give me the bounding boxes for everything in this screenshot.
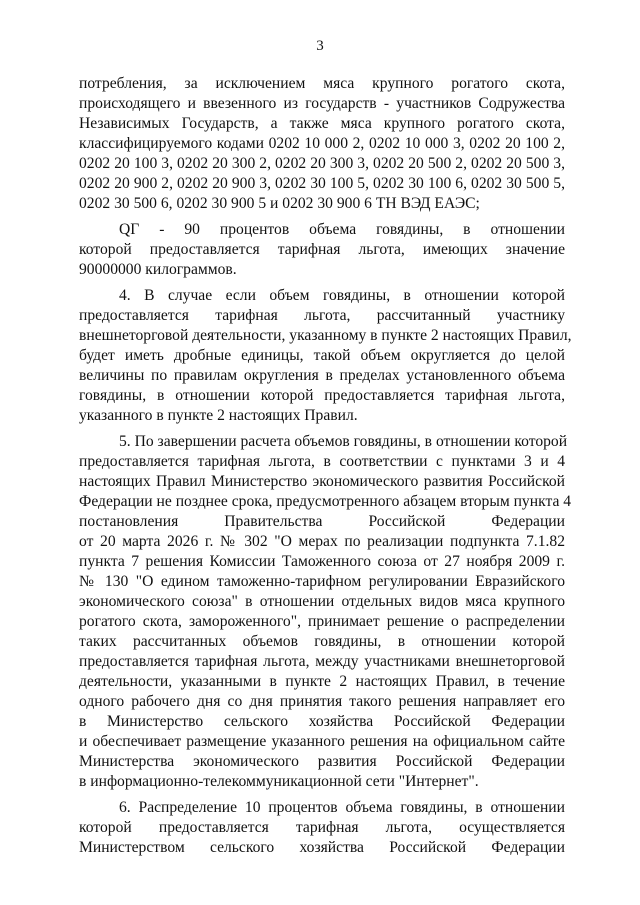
- text-line: постановления Правительства Российской Федерации: [79, 513, 565, 530]
- text-line: 6. Распределение 10 процентов объема говядины, в отношении: [119, 799, 565, 816]
- text-line: Федерации не позднее срока, предусмотренного абзацем вторым пункта 4: [79, 493, 572, 510]
- text-line: 4. В случае если объем говядины, в отношении которой: [119, 287, 565, 304]
- paragraph: [79, 74, 565, 214]
- text-line: которой предоставляется тарифная льгота, осуществляется: [79, 819, 565, 836]
- text-line: Министерством сельского хозяйства Российской Федерации: [79, 839, 565, 856]
- document-body: [79, 74, 572, 858]
- paragraph: [79, 432, 572, 792]
- paragraph: [79, 286, 572, 426]
- text-line: 5. По завершении расчета объемов говядины, в отношении которой: [119, 433, 568, 450]
- paragraph: [79, 798, 565, 858]
- text-line: происходящего и ввезенного из государств - участников Содружества: [79, 95, 565, 112]
- text-line: одного рабочего дня со дня принятия такого решения направляет его: [79, 693, 565, 710]
- text-line: будет иметь дробные единицы, такой объем округляется до целой: [79, 347, 565, 364]
- text-line: рогатого скота, замороженного", принимает решение о распределении: [79, 613, 565, 630]
- text-line: внешнеторговой деятельности, указанному в пункте 2 настоящих Правил,: [79, 327, 572, 344]
- text-line: экономического союза" в отношении отдельных видов мяса крупного: [79, 593, 565, 610]
- text-line: деятельности, указанными в пункте 2 настоящих Правил, в течение: [79, 673, 565, 690]
- text-line: таких рассчитанных объемов говядины, в отношении которой: [79, 633, 565, 650]
- text-line: предоставляется тарифная льгота, между участниками внешнеторговой: [79, 653, 565, 670]
- paragraph: [79, 220, 565, 280]
- text-line: которой предоставляется тарифная льгота, имеющих значение: [79, 241, 565, 258]
- text-line: классифицируемого кодами 0202 10 000 2, 0202 10 000 3, 0202 20 100 2,: [79, 135, 565, 152]
- text-line: пункта 7 решения Комиссии Таможенного союза от 27 ноября 2009 г.: [79, 553, 565, 570]
- text-line: от 20 марта 2026 г. № 302 "О мерах по реализации подпункта 7.1.82: [79, 533, 565, 550]
- text-line: в информационно-телекоммуникационной сети "Интернет".: [79, 773, 479, 790]
- text-line: 0202 30 500 6, 0202 30 900 5 и 0202 30 900 6 ТН ВЭД ЕАЭС;: [79, 195, 480, 212]
- text-line: Министерства экономического развития Российской Федерации: [79, 753, 565, 770]
- text-line: величины по правилам округления в пределах установленного объема: [79, 367, 565, 384]
- text-line: QГ - 90 процентов объема говядины, в отношении: [119, 221, 565, 238]
- text-line: 0202 20 100 3, 0202 20 300 2, 0202 20 300 3, 0202 20 500 2, 0202 20 500 3,: [79, 155, 565, 172]
- text-line: предоставляется тарифная льгота, рассчитанный участнику: [79, 307, 565, 324]
- text-line: предоставляется тарифная льгота, в соответствии с пунктами 3 и 4: [79, 453, 565, 470]
- text-line: и обеспечивает размещение указанного решения на официальном сайте: [79, 733, 565, 750]
- text-line: Независимых Государств, а также мяса крупного рогатого скота,: [79, 115, 565, 132]
- text-line: настоящих Правил Министерство экономического развития Российской: [79, 473, 565, 490]
- text-line: говядины, в отношении которой предоставляется тарифная льгота,: [79, 387, 565, 404]
- page-number: 3: [316, 38, 324, 54]
- text-line: указанного в пункте 2 настоящих Правил.: [79, 407, 358, 424]
- text-line: потребления, за исключением мяса крупного рогатого скота,: [79, 75, 565, 92]
- text-line: в Министерство сельского хозяйства Российской Федерации: [79, 713, 565, 730]
- text-line: 0202 20 900 2, 0202 20 900 3, 0202 30 100 5, 0202 30 100 6, 0202 30 500 5,: [79, 175, 565, 192]
- text-line: 90000000 килограммов.: [79, 261, 237, 278]
- text-line: № 130 "О едином таможенно-тарифном регулировании Евразийского: [79, 573, 565, 590]
